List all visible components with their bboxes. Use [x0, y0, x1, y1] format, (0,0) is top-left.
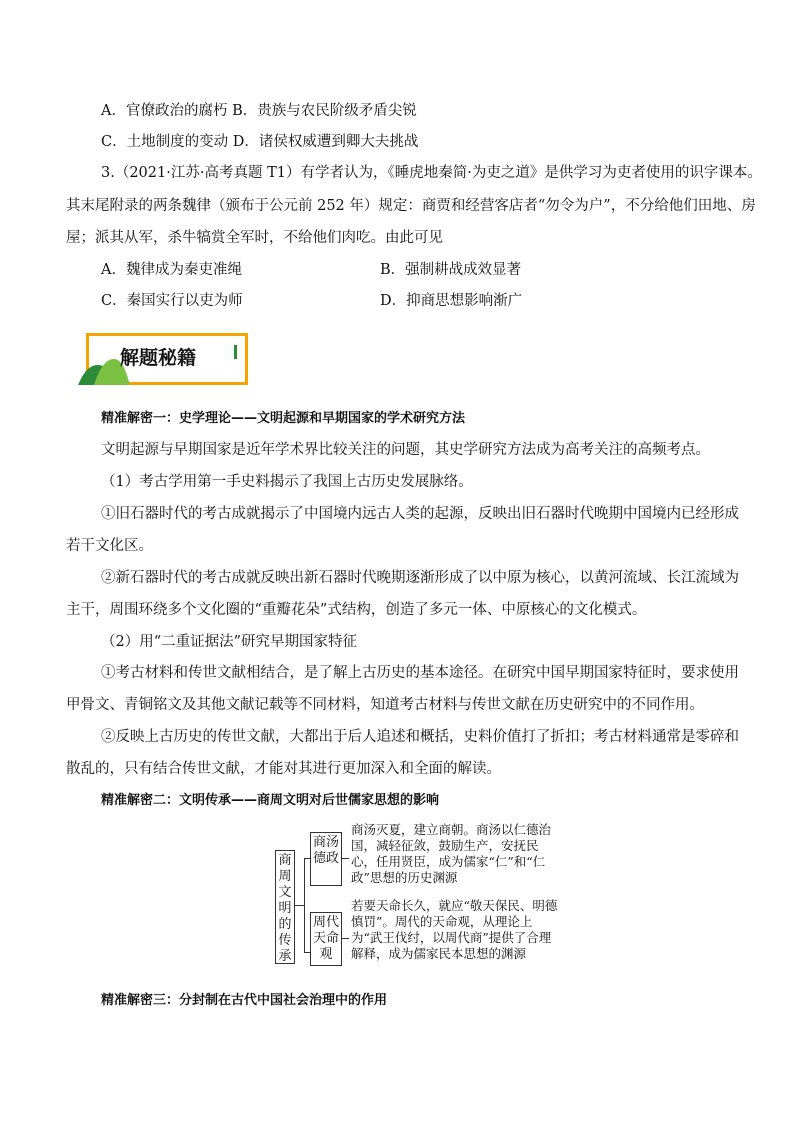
secret1-para2-line2: 主干，周围环绕多个文化圈的“重瓣花朵”式结构，创造了多元一体、中原核心的文化模式。: [66, 602, 647, 618]
banner-title: 解题秘籍: [120, 347, 197, 369]
secret2-heading: 精准解密二：文明传承——商周文明对后世儒家思想的影响: [101, 793, 440, 808]
diagram-connector: [294, 905, 304, 906]
civilization-diagram: [275, 822, 558, 982]
q3-option-a: A．魏律成为秦吏准绳: [101, 262, 242, 278]
diagram-bracket: [304, 858, 305, 952]
banner-accent-mark: [234, 345, 237, 359]
diagram-connector: [341, 858, 349, 859]
diagram-root: 商周文明的传承: [275, 850, 295, 964]
secret1-para1-line2: 若干文化区。: [66, 538, 153, 554]
section-banner: [76, 333, 248, 387]
secret1-para3-line2: 甲骨文、青铜铭文及其他文献记载等不同材料，知道考古材料与传世文献在历史研究中的不同作用。: [66, 697, 704, 713]
secret1-para4-line2: 散乱的，只有结合传世文献，才能对其进行更加深入和全面的解读。: [66, 761, 501, 777]
q3-option-c: C．秦国实行以吏为师: [101, 293, 243, 309]
secret1-para3-line1: ①考古材料和传世文献相结合，是了解上古历史的基本途径。在研究中国早期国家特征时，要求使用: [101, 665, 739, 681]
q2-options-cd: C．土地制度的变动 D．诸侯权威遭到卿大夫挑战: [101, 134, 419, 150]
q3-option-b: B．强制耕战成效显著: [380, 262, 522, 278]
q3-stem-line3: 屋；派其从军，杀牛犒赏全军时，不给他们肉吃。由此可见: [66, 230, 443, 246]
secret1-heading: 精准解密一：史学理论——文明起源和早期国家的学术研究方法: [101, 411, 466, 426]
secret1-para2-line1: ②新石器时代的考古成就反映出新石器时代晚期逐渐形成了以中原为核心，以黄河流域、长江流域为: [101, 570, 739, 586]
secret1-para1-line1: ①旧石器时代的考古成就揭示了中国境内远古人类的起源，反映出旧石器时代晚期中国境内已经形成: [101, 506, 739, 522]
secret3-heading: 精准解密三：分封制在古代中国社会治理中的作用: [101, 993, 388, 1008]
diagram-branch2-label: 周代天命观: [310, 912, 342, 966]
secret1-para4-line1: ②反映上古历史的传世文献，大都出于后人追述和概括，史料价值打了折扣；考古材料通常是零碎和: [101, 729, 739, 745]
q2-options-ab: A．官僚政治的腐朽 B．贵族与农民阶级矛盾尖锐: [101, 103, 417, 119]
secret1-point1: （1）考古学用第一手史料揭示了我国上古历史发展脉络。: [101, 474, 473, 490]
diagram-connector: [341, 938, 349, 939]
q3-stem-line1: 3.（2021·江苏·高考真题 T1）有学者认为，《睡虎地秦简·为吏之道》是供学习为吏者使用的识字课本。: [101, 165, 762, 181]
q3-option-d: D．抑商思想影响渐广: [380, 293, 523, 309]
q3-stem-line2: 其末尾附录的两条魏律（颁布于公元前 252 年）规定：商贾和经营客店者“勿令为户”，不分给他们田地、房: [66, 198, 756, 214]
secret1-point2: （2）用“二重证据法”研究早期国家特征: [101, 634, 358, 650]
diagram-branch2-text: 若要天命长久，就应“敬天保民、明德慎罚”。周代的天命观，从理论上为“武王伐纣，以周代商”提供了合理解释，成为儒家民本思想的渊源: [351, 898, 558, 961]
diagram-branch1-label: 商汤德政: [310, 832, 342, 886]
diagram-branch1-text: 商汤灭夏，建立商朝。商汤以仁德治国，减轻征敛，鼓励生产，安抚民心，任用贤臣，成为儒家“仁”和“仁政”思想的历史渊源: [351, 822, 552, 885]
secret1-intro: 文明起源与早期国家是近年学术界比较关注的问题，其史学研究方法成为高考关注的高频考点。: [101, 442, 710, 458]
